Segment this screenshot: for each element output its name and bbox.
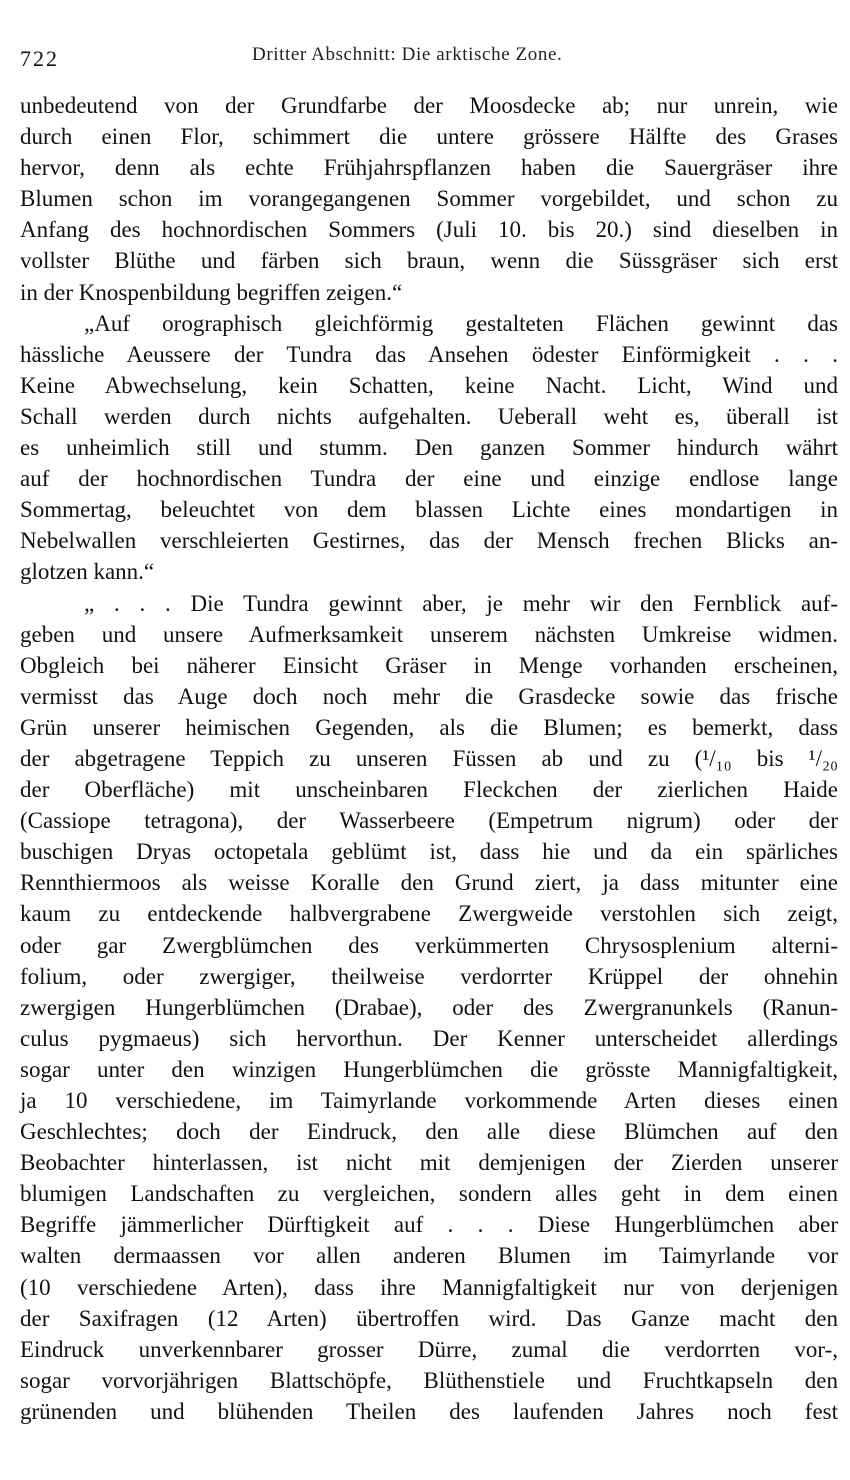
text-line: der Oberfläche) mit unscheinbaren Fleckchen der zierlichen Haide	[20, 777, 838, 803]
text-line: Beobachter hinterlassen, ist nicht mit demjenigen der Zierden unserer	[20, 1150, 838, 1176]
body-text	[20, 90, 838, 1427]
text-line: (Cassiope tetragona), der Wasserbeere (Empetrum nigrum) oder der	[20, 808, 838, 834]
text-line: Begriffe jämmerlicher Dürftigkeit auf . . . Diese Hungerblümchen aber	[20, 1212, 838, 1238]
page-header	[20, 40, 838, 90]
text-line: hässliche Aeussere der Tundra das Ansehen ödester Einförmigkeit . . .	[20, 341, 838, 367]
text-line: walten dermaassen vor allen anderen Blumen im Taimyrlande vor	[20, 1243, 838, 1269]
text-line: oder gar Zwergblümchen des verkümmerten Chrysosplenium alterni-	[20, 932, 838, 958]
text-line: Anfang des hochnordischen Sommers (Juli 10. bis 20.) sind dieselben in	[20, 217, 838, 243]
text-line: Obgleich bei näherer Einsicht Gräser in Menge vorhanden erscheinen,	[20, 652, 838, 678]
text-line: Schall werden durch nichts aufgehalten. Ueberall weht es, überall ist	[20, 403, 838, 429]
text-line: Rennthiermoos als weisse Koralle den Grund ziert, ja dass mitunter eine	[20, 870, 838, 896]
text-line: folium, oder zwergiger, theilweise verdorrter Krüppel der ohnehin	[20, 963, 838, 989]
text-line: zwergigen Hungerblümchen (Drabae), oder des Zwergranunkels (Ranun-	[20, 994, 838, 1020]
text-line: kaum zu entdeckende halbvergrabene Zwergweide verstohlen sich zeigt,	[20, 901, 838, 927]
text-line: ja 10 verschiedene, im Taimyrlande vorkommende Arten dieses einen	[20, 1088, 838, 1113]
text-line: glotzen kann.“	[20, 559, 155, 585]
text-line: sogar unter den winzigen Hungerblümchen die grösste Mannigfaltigkeit,	[20, 1056, 838, 1082]
text-line: der Saxifragen (12 Arten) übertroffen wird. Das Ganze macht den	[20, 1305, 838, 1331]
book-page	[20, 40, 838, 1470]
text-line: Grün unserer heimischen Gegenden, als die Blumen; es bemerkt, dass	[20, 714, 838, 740]
text-line: (10 verschiedene Arten), dass ihre Mannigfaltigkeit nur von derjenigen	[20, 1274, 838, 1300]
text-line: „ . . . Die Tundra gewinnt aber, je mehr wir den Fernblick auf-	[84, 590, 838, 616]
text-line: Nebelwallen verschleierten Gestirnes, das der Mensch frechen Blicks an-	[20, 528, 838, 554]
text-line: vollster Blüthe und färben sich braun, wenn die Süssgräser sich erst	[20, 248, 838, 274]
text-line: Geschlechtes; doch der Eindruck, den alle diese Blümchen auf den	[20, 1119, 838, 1145]
text-line: in der Knospenbildung begriffen zeigen.“	[20, 279, 403, 305]
text-line: „Auf orographisch gleichförmig gestalteten Flächen gewinnt das	[84, 310, 838, 336]
text-line: durch einen Flor, schimmert die untere grössere Hälfte des Grases	[20, 124, 838, 150]
page-number: 722	[20, 46, 59, 71]
text-line: sogar vorvorjährigen Blattschöpfe, Blüthenstiele und Fruchtkapseln den	[20, 1367, 838, 1393]
text-line: hervor, denn als echte Frühjahrspflanzen haben die Sauergräser ihre	[20, 155, 838, 181]
text-line: culus pygmaeus) sich hervorthun. Der Kenner unterscheidet allerdings	[20, 1025, 838, 1051]
text-line: vermisst das Auge doch noch mehr die Grasdecke sowie das frische	[20, 683, 838, 709]
text-line: der abgetragene Teppich zu unseren Füssen ab und zu (¹/₁₀ bis ¹/₂₀	[20, 745, 838, 771]
text-line: Blumen schon im vorangegangenen Sommer vorgebildet, und schon zu	[20, 186, 838, 212]
text-line: Sommertag, beleuchtet von dem blassen Lichte eines mondartigen in	[20, 497, 838, 523]
running-head: Dritter Abschnitt: Die arktische Zone.	[252, 44, 563, 65]
text-line: geben und unsere Aufmerksamkeit unserem nächsten Umkreise widmen.	[20, 621, 838, 647]
text-line: auf der hochnordischen Tundra der eine und einzige endlose lange	[20, 466, 838, 492]
text-line: buschigen Dryas octopetala geblümt ist, dass hie und da ein spärliches	[20, 839, 838, 865]
text-line: blumigen Landschaften zu vergleichen, sondern alles geht in dem einen	[20, 1181, 838, 1207]
text-line: Eindruck unverkennbarer grosser Dürre, zumal die verdorrten vor-,	[20, 1336, 838, 1362]
text-line: Keine Abwechselung, kein Schatten, keine Nacht. Licht, Wind und	[20, 372, 838, 398]
text-line: unbedeutend von der Grundfarbe der Moosdecke ab; nur unrein, wie	[20, 93, 838, 118]
text-line: es unheimlich still und stumm. Den ganzen Sommer hindurch währt	[20, 435, 838, 461]
text-line: grünenden und blühenden Theilen des laufenden Jahres noch fest	[20, 1398, 838, 1424]
